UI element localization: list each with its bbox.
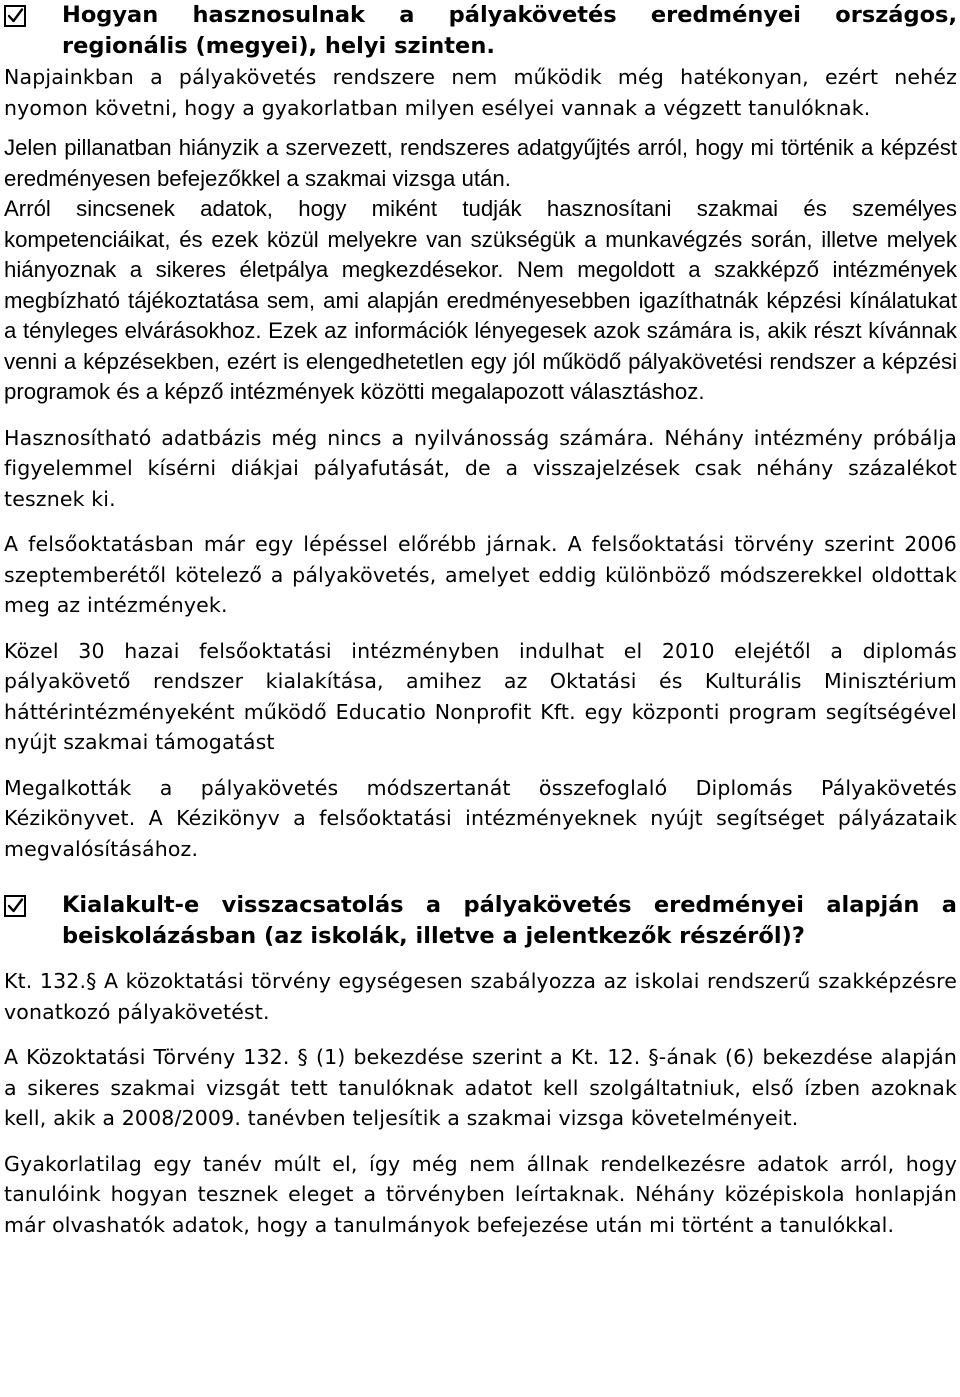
- paragraph: Megalkották a pályakövetés módszertanát összefoglaló Diplomás Pályakövetés Kézikönyvet. A Kézikönyv a felsőoktatási intézményeknek nyújt segítséget pályázataik megvalósításához.: [4, 775, 957, 861]
- paragraph: Közel 30 hazai felsőoktatási intézményben indulhat el 2010 elejétől a diplomás pályakövető rendszer kialakítása, amihez az Oktatási és Kulturális Minisztérium háttérintézményeként működő Educatio Nonprofit Kft. egy központi program segítségével nyújt szakmai támogatást: [4, 638, 957, 754]
- paragraph: Napjainkban a pályakövetés rendszere nem működik még hatékonyan, ezért nehéz nyomon követni, hogy a gyakorlatban milyen esélyei vannak a végzett tanulóknak.: [4, 65, 957, 120]
- checked-box-icon: [4, 5, 28, 27]
- document-page: [4, 0, 957, 1240]
- section-1-heading-text: Hogyan hasznosulnak a pályakövetés eredményei országos, regionális (megyei), helyi szinten.: [62, 2, 957, 59]
- paragraph: Hasznosítható adatbázis még nincs a nyilvánosság számára. Néhány intézmény próbálja figyelemmel kísérni diákjai pályafutását, de a visszajelzések csak néhány százalékot tesznek ki.: [4, 425, 957, 511]
- section-2-heading: [4, 890, 957, 952]
- paragraph: Jelen pillanatban hiányzik a szervezett, rendszeres adatgyűjtés arról, hogy mi történik a képzést eredményesen befejezőkkel a szakmai vizsga után.: [4, 135, 957, 191]
- paragraph: A felsőoktatásban már egy lépéssel előrébb járnak. A felsőoktatási törvény szerint 2006 szeptemberétől kötelező a pályakövetés, amelyet eddig különböző módszerekkel oldottak meg az intézmények.: [4, 532, 957, 617]
- paragraph: Kt. 132.§ A közoktatási törvény egységesen szabályozza az iskolai rendszerű szakképzésre vonatkozó pályakövetést.: [4, 969, 957, 1024]
- section-1-heading: [4, 0, 957, 62]
- paragraph: A Közoktatási Törvény 132. § (1) bekezdése szerint a Kt. 12. §-ának (6) bekezdése alapján a sikeres szakmai vizsgát tett tanulóknak adatot kell szolgáltatniuk, első ízben azoknak kell, akik a 2008/2009. tanévben teljesítik a szakmai vizsga követelményeit.: [4, 1045, 957, 1130]
- checked-box-icon: [4, 895, 28, 917]
- paragraph: Gyakorlatilag egy tanév múlt el, így még nem állnak rendelkezésre adatok arról, hogy tanulóink hogyan tesznek eleget a törvényben leírtaknak. Néhány középiskola honlapján már olvashatók adatok, hogy a tanulmányok befejezése után mi történt a tanulókkal.: [4, 1151, 957, 1237]
- section-2-heading-text: Kialakult-e visszacsatolás a pályakövetés eredményei alapján a beiskolázásban (az iskolák, illetve a jelentkezők részéről)?: [62, 892, 957, 949]
- paragraph: Arról sincsenek adatok, hogy miként tudják hasznosítani szakmai és személyes kompetenciáikat, és ezek közül melyekre van szükségük a munkavégzés során, illetve melyek hiányoznak a sikeres életpálya megkezdésekor. Nem megoldott a szakképző intézmények megbízható tájékoztatása sem, ami alapján eredményesebben igazíthatnák képzési kínálatukat a tényleges elvárásokhoz. Ezek az információk lényegesek azok számára is, akik részt kívánnak venni a képzésekben, ezért is elengedhetetlen egy jól működő pályakövetési rendszer a képzési programok és a képző intézmények közötti megalapozott választáshoz.: [4, 196, 957, 404]
